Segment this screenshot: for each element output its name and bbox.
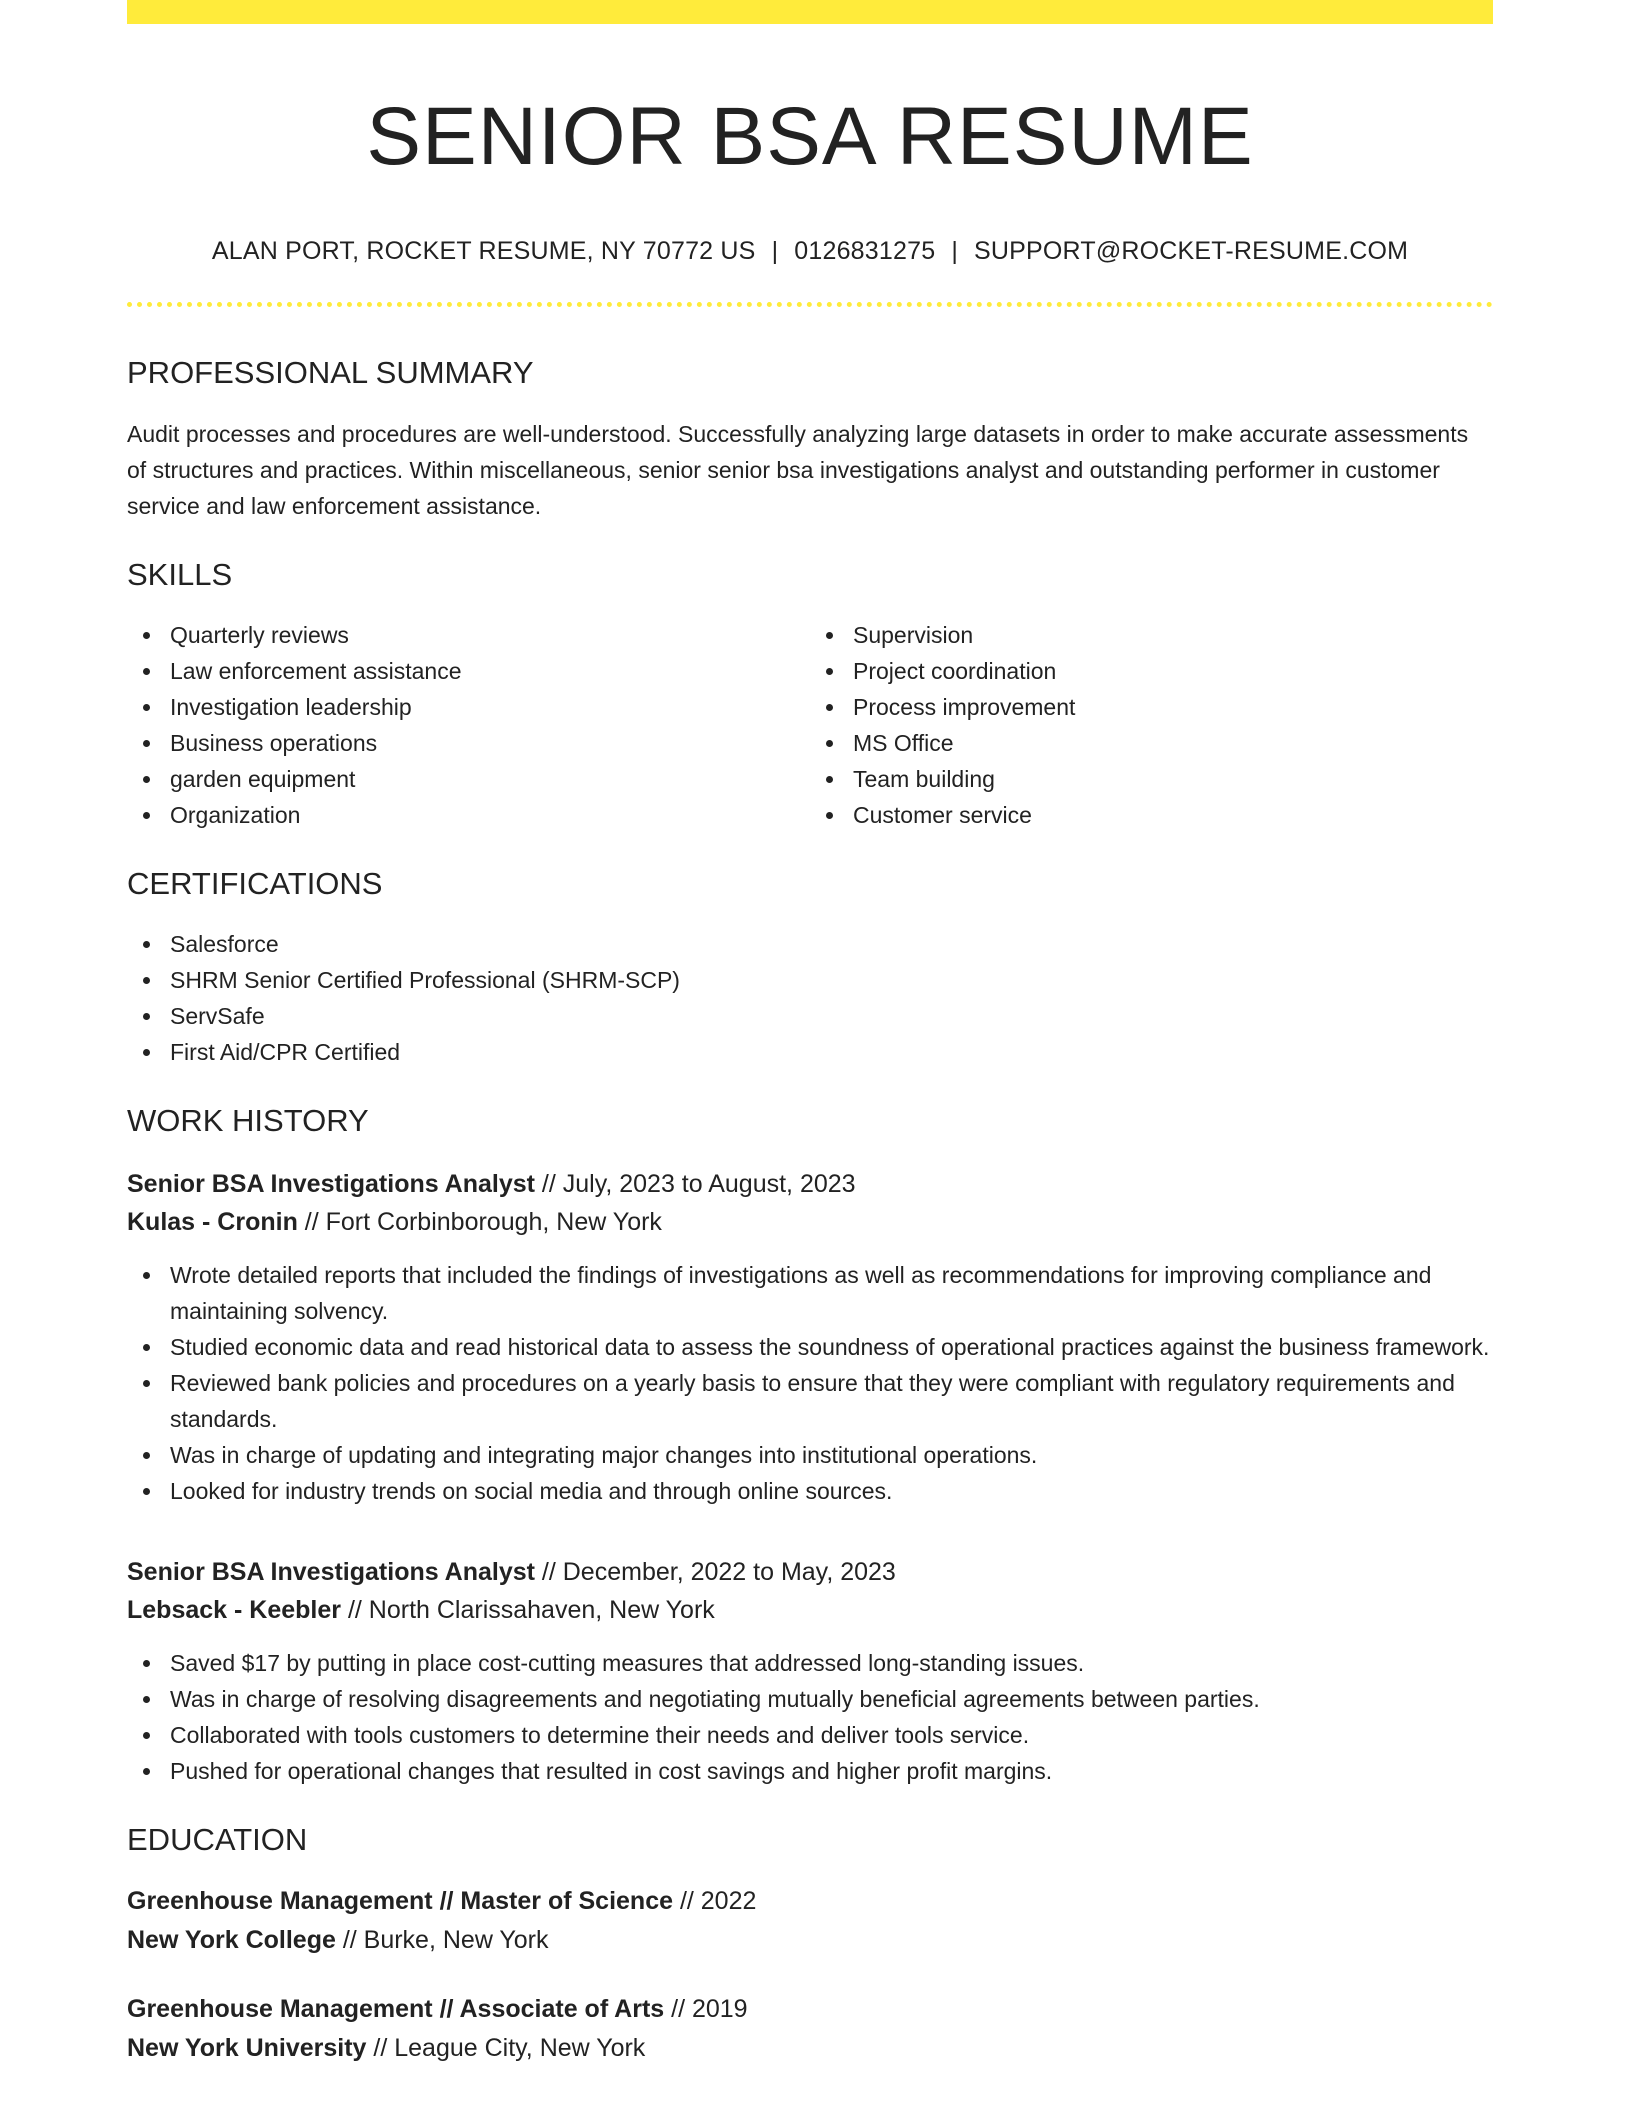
skills-heading: SKILLS: [127, 556, 233, 592]
skill-item: Supervision: [853, 617, 1493, 653]
skill-item: Quarterly reviews: [170, 617, 810, 653]
skills-section: [127, 556, 1493, 833]
job-company: Kulas - Cronin: [127, 1208, 298, 1237]
job-bullet: Saved $17 by putting in place cost-cutting measures that addressed long-standing issues.: [170, 1645, 1493, 1681]
job-bullet: Collaborated with tools customers to determine their needs and deliver tools service.: [170, 1717, 1493, 1753]
school-line: [127, 1921, 1493, 1960]
degree-year: // 2022: [673, 1887, 757, 1916]
summary-heading: PROFESSIONAL SUMMARY: [127, 355, 534, 391]
resume-title: SENIOR BSA RESUME: [366, 91, 1254, 182]
school-location: // League City, New York: [366, 2034, 646, 2063]
certification-item: ServSafe: [170, 998, 1493, 1034]
education-entry: [127, 1882, 1493, 1960]
skills-grid: [127, 617, 1493, 833]
skill-item: Business operations: [170, 725, 810, 761]
education-heading: EDUCATION: [127, 1822, 308, 1858]
certifications-list: [127, 926, 1493, 1070]
resume-page: [127, 0, 1493, 2068]
job-bullet-list: [127, 1257, 1493, 1509]
skill-item: MS Office: [853, 725, 1493, 761]
contact-separator: |: [771, 237, 779, 266]
contact-phone[interactable]: 0126831275: [794, 237, 936, 266]
skill-item: Team building: [853, 761, 1493, 797]
job-title: Senior BSA Investigations Analyst: [127, 1558, 535, 1587]
skill-item: Project coordination: [853, 653, 1493, 689]
dotted-divider: [127, 302, 1493, 307]
contact-separator: |: [951, 237, 959, 266]
job-company-line: [127, 1591, 1493, 1629]
summary-text: Audit processes and procedures are well-understood. Successfully analyzing large datasets in order to make accurate assessments of structures and practices. Within miscellaneous, senior senior bsa investigations analyst and outstanding performer in customer service and law enforcement assistance.: [127, 420, 1469, 519]
degree: Greenhouse Management // Master of Science: [127, 1887, 673, 1916]
job-location: // North Clarissahaven, New York: [341, 1596, 715, 1625]
certifications-section: [127, 865, 1493, 1070]
job-dates: // December, 2022 to May, 2023: [534, 1558, 896, 1587]
skills-list-left: [127, 617, 810, 833]
job-bullet: Studied economic data and read historical data to assess the soundness of operational practices against the business framework.: [170, 1329, 1493, 1365]
skill-item: Organization: [170, 797, 810, 833]
school: New York University: [127, 2034, 367, 2063]
job-company: Lebsack - Keebler: [127, 1596, 341, 1625]
work-history-heading: WORK HISTORY: [127, 1102, 369, 1138]
top-accent-bar: [127, 0, 1493, 24]
school-line: [127, 2029, 1493, 2068]
summary-section: [127, 354, 1493, 523]
skills-list-right: [810, 617, 1493, 833]
job-company-line: [127, 1203, 1493, 1241]
job-title-line: [127, 1165, 1493, 1203]
job-entry: [127, 1553, 1493, 1789]
education-entry: [127, 1990, 1493, 2068]
job-bullet-list: [127, 1645, 1493, 1789]
school: New York College: [127, 1926, 336, 1955]
certification-item: First Aid/CPR Certified: [170, 1034, 1493, 1070]
skill-item: Customer service: [853, 797, 1493, 833]
contact-email[interactable]: SUPPORT@ROCKET-RESUME.COM: [974, 237, 1409, 266]
degree-line: [127, 1882, 1493, 1921]
job-bullet: Reviewed bank policies and procedures on a yearly basis to ensure that they were compliant with regulatory requirements and standards.: [170, 1365, 1493, 1437]
education-section: [127, 1821, 1493, 2068]
job-dates: // July, 2023 to August, 2023: [534, 1170, 856, 1199]
skill-item: Law enforcement assistance: [170, 653, 810, 689]
job-bullet: Was in charge of resolving disagreements and negotiating mutually beneficial agreements between parties.: [170, 1681, 1493, 1717]
degree-year: // 2019: [664, 1995, 748, 2024]
job-bullet: Pushed for operational changes that resulted in cost savings and higher profit margins.: [170, 1753, 1493, 1789]
certification-item: SHRM Senior Certified Professional (SHRM-SCP): [170, 962, 1493, 998]
job-bullet: Looked for industry trends on social media and through online sources.: [170, 1473, 1493, 1509]
job-bullet: Wrote detailed reports that included the findings of investigations as well as recommendations for improving compliance and maintaining solvency.: [170, 1257, 1493, 1329]
certification-item: Salesforce: [170, 926, 1493, 962]
degree: Greenhouse Management // Associate of Arts: [127, 1995, 665, 2024]
contact-address: ALAN PORT, ROCKET RESUME, NY 70772 US: [211, 237, 756, 266]
job-title: Senior BSA Investigations Analyst: [127, 1170, 535, 1199]
job-entry: [127, 1165, 1493, 1509]
skill-item: garden equipment: [170, 761, 810, 797]
job-bullet: Was in charge of updating and integrating major changes into institutional operations.: [170, 1437, 1493, 1473]
skill-item: Investigation leadership: [170, 689, 810, 725]
job-title-line: [127, 1553, 1493, 1591]
school-location: // Burke, New York: [335, 1926, 549, 1955]
contact-line: [127, 236, 1493, 266]
skill-item: Process improvement: [853, 689, 1493, 725]
work-history-section: [127, 1102, 1493, 1789]
degree-line: [127, 1990, 1493, 2029]
job-location: // Fort Corbinborough, New York: [297, 1208, 662, 1237]
certifications-heading: CERTIFICATIONS: [127, 865, 383, 901]
